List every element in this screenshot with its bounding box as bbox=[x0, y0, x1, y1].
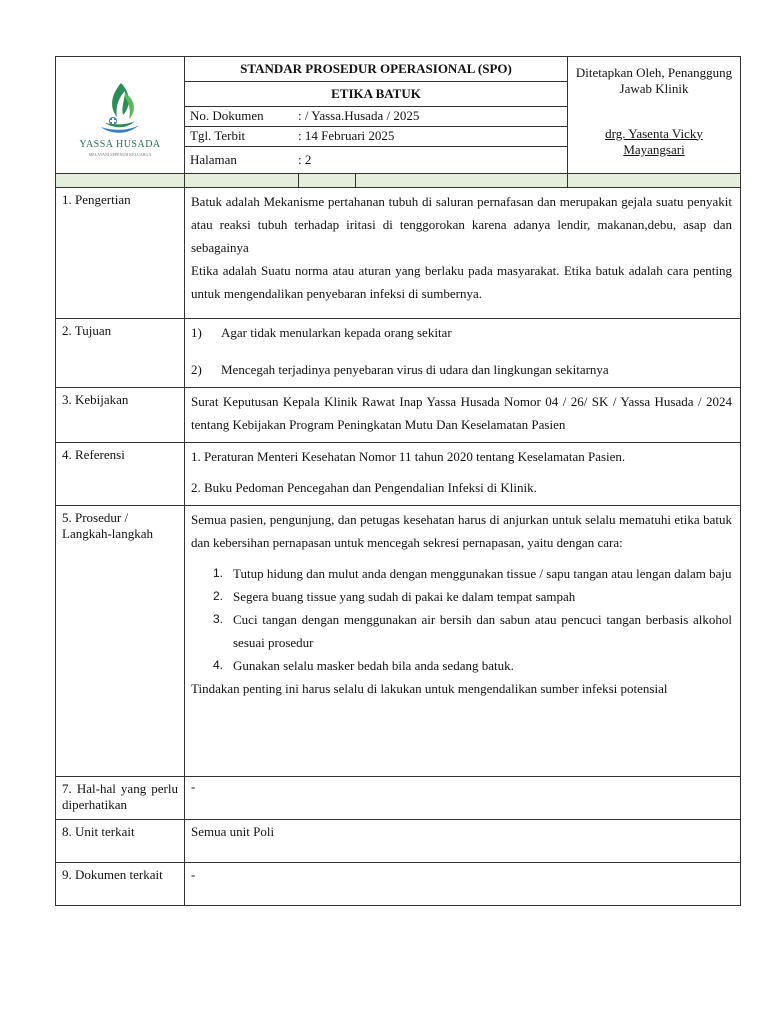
green-band-row bbox=[56, 174, 741, 188]
list-item: 2. Segera buang tissue yang sudah di pakai ke dalam tempat sampah bbox=[212, 589, 576, 604]
meta-label: Halaman bbox=[190, 151, 237, 167]
section-prosedur bbox=[56, 506, 741, 777]
signatory-name: drg. Yasenta Vicky Mayangsari bbox=[605, 125, 703, 157]
halhal-text: - bbox=[185, 777, 741, 820]
logo-cell bbox=[56, 57, 185, 174]
referensi-item: 1. Peraturan Menteri Kesehatan Nomor 11 tahun 2020 tentang Keselamatan Pasien. bbox=[191, 449, 626, 464]
pengertian-paragraph-2: Etika adalah Suatu norma atau aturan yang berlaku pada masyarakat. Etika batuk adalah cara penting untuk mengendalikan penyebaran infeksi di sumbernya. bbox=[191, 263, 732, 301]
document-subtitle: ETIKA BATUK bbox=[185, 82, 568, 107]
section-tujuan bbox=[56, 319, 741, 388]
section-label: 8. Unit terkait bbox=[56, 820, 185, 863]
approval-cell bbox=[568, 57, 741, 174]
meta-value: : 14 Februari 2025 bbox=[298, 128, 395, 144]
meta-value: : 2 bbox=[298, 151, 312, 167]
section-label: 9. Dokumen terkait bbox=[56, 863, 185, 906]
pengertian-paragraph-1: Batuk adalah Mekanisme pertahanan tubuh di saluran pernafasan dan merupakan gejala suatu penyakit atau reaksi tubuh terhadap iritasi di tenggorokan karena adanya lendir, makanan,debu, asap dan sebagainya bbox=[191, 194, 732, 255]
list-item: 1) Agar tidak menularkan kepada orang sekitar bbox=[191, 325, 452, 340]
section-pengertian bbox=[56, 188, 741, 319]
section-referensi bbox=[56, 443, 741, 506]
section-label: 1. Pengertian bbox=[56, 188, 185, 319]
list-item: 3. Cuci tangan dengan menggunakan air bersih dan sabun atau pencuci tangan berbasis alkohol sesuai prosedur bbox=[212, 612, 732, 650]
list-item: 2) Mencegah terjadinya penyebaran virus di udara dan lingkungan sekitarnya bbox=[191, 362, 609, 377]
unit-text: Semua unit Poli bbox=[185, 820, 741, 863]
dokumen-text: - bbox=[185, 863, 741, 906]
section-dokumen bbox=[56, 863, 741, 906]
section-halhal bbox=[56, 777, 741, 820]
spo-table bbox=[55, 56, 741, 906]
meta-value: : / Yassa.Husada / 2025 bbox=[298, 108, 420, 124]
list-item: 4. Gunakan selalu masker bedah bila anda sedang batuk. bbox=[212, 658, 514, 673]
section-label: 2. Tujuan bbox=[56, 319, 185, 388]
list-item: 1. Tutup hidung dan mulut anda dengan menggunakan tissue / sapu tangan atau lengan dalam baju bbox=[212, 566, 732, 581]
document-title: STANDAR PROSEDUR OPERASIONAL (SPO) bbox=[185, 57, 568, 82]
section-label: 7. Hal-hal yang perlu diperhatikan bbox=[56, 777, 185, 820]
section-label: 4. Referensi bbox=[56, 443, 185, 506]
prosedur-closing: Tindakan penting ini harus selalu di lakukan untuk mengendalikan sumber infeksi potensial bbox=[191, 681, 668, 696]
section-label: 3. Kebijakan bbox=[56, 388, 185, 443]
prosedur-steps bbox=[191, 562, 732, 677]
approved-by: Ditetapkan Oleh, Penanggung Jawab Klinik bbox=[575, 65, 733, 97]
section-kebijakan bbox=[56, 388, 741, 443]
meta-label: Tgl. Terbit bbox=[190, 128, 246, 144]
section-label: 5. Prosedur / Langkah-langkah bbox=[56, 506, 185, 777]
referensi-item: 2. Buku Pedoman Pencegahan dan Pengendalian Infeksi di Klinik. bbox=[191, 480, 537, 495]
tujuan-list bbox=[191, 321, 732, 381]
spo-document bbox=[55, 56, 740, 906]
prosedur-intro: Semua pasien, pengunjung, dan petugas kesehatan harus di anjurkan untuk selalu mematuhi etika batuk dan kebersihan pernapasan untuk mencegah sekresi pernapasan, yaitu dengan cara: bbox=[191, 512, 732, 550]
clinic-logo-icon bbox=[95, 79, 145, 137]
logo-tagline: MELAYANI SEPENUH KELUARGA bbox=[88, 152, 152, 158]
section-unit bbox=[56, 820, 741, 863]
logo-text: YASSA HUSADA bbox=[79, 138, 161, 150]
clinic-logo bbox=[56, 73, 184, 158]
kebijakan-text: Surat Keputusan Kepala Klinik Rawat Inap Yassa Husada Nomor 04 / 26/ SK / Yassa Husada / 2024 tentang Kebijakan Program Peningkatan Mutu Dan Keselamatan Pasien bbox=[191, 394, 732, 432]
meta-label: No. Dokumen bbox=[190, 108, 264, 124]
